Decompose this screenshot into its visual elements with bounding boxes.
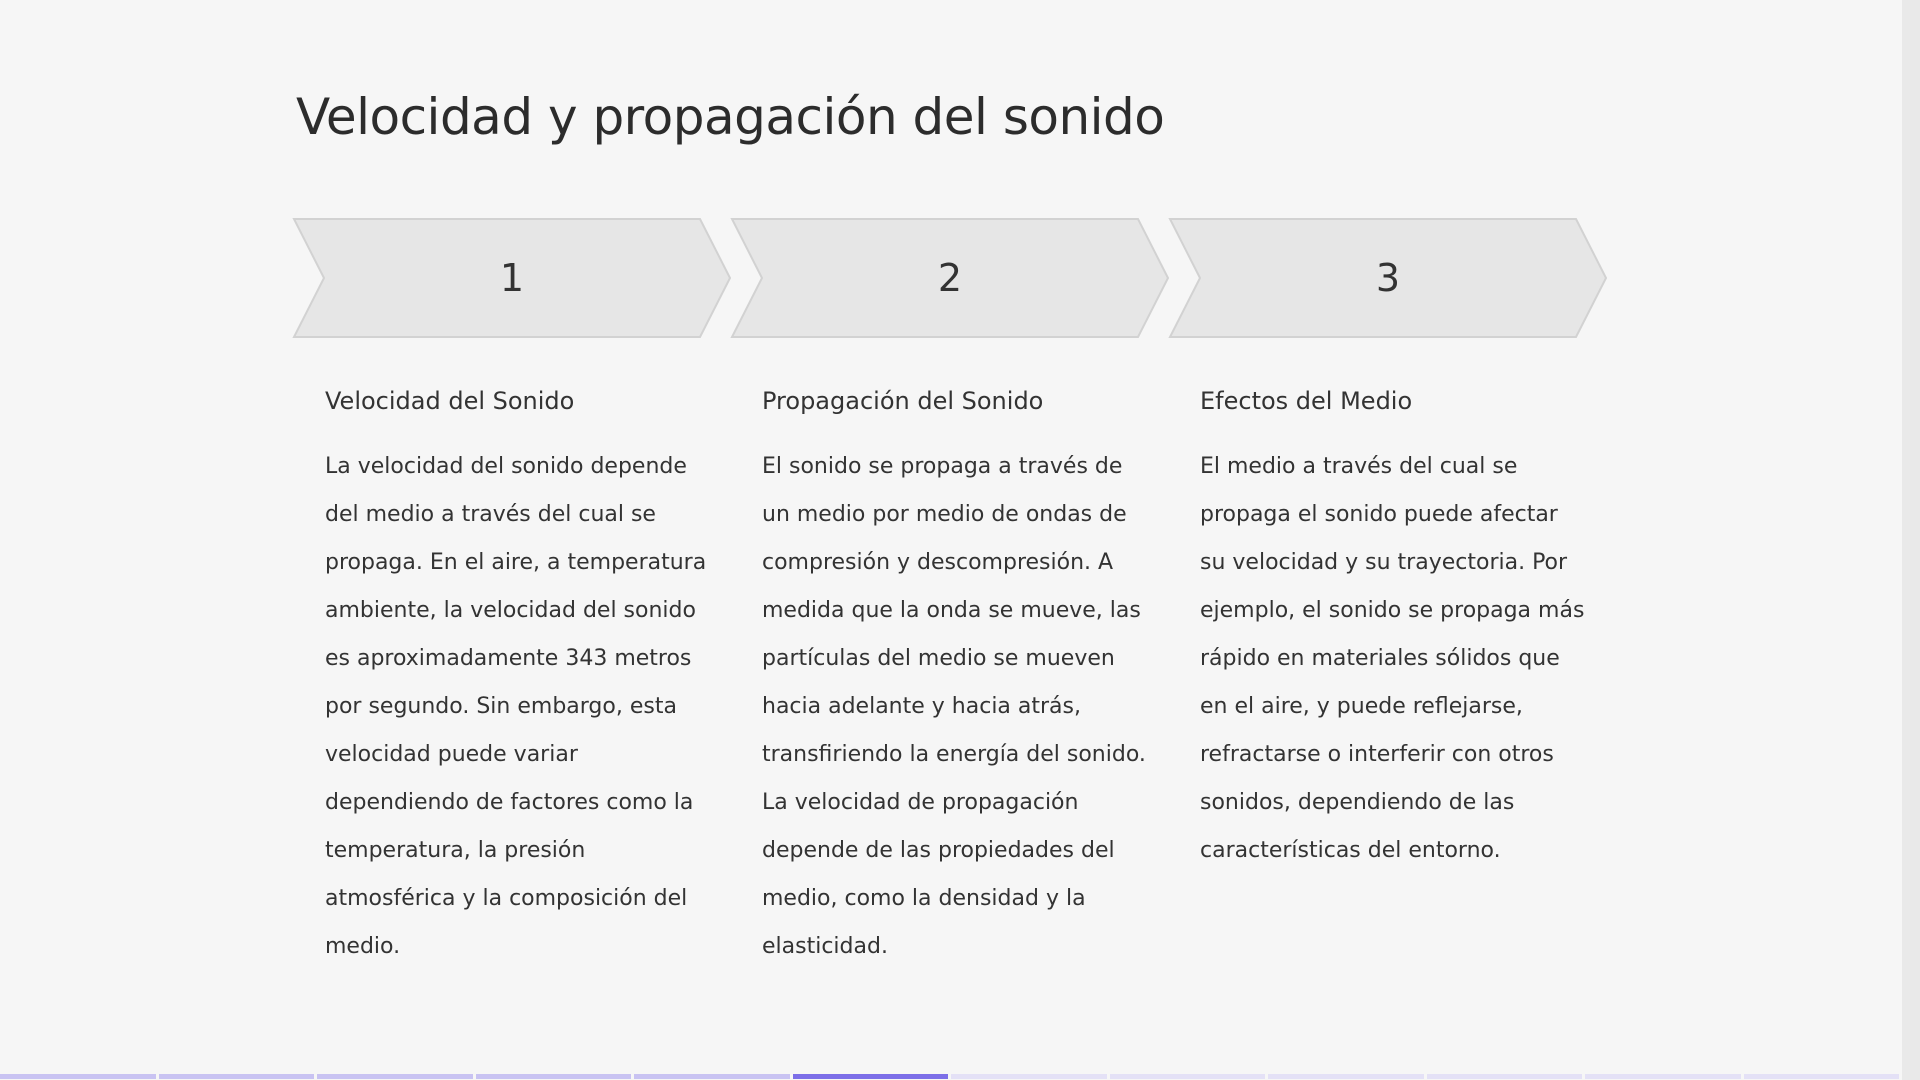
step-3-content	[1200, 381, 1585, 875]
window-right-edge	[1902, 0, 1920, 1080]
step-3-chevron	[1168, 217, 1608, 339]
step-2-content	[762, 381, 1147, 971]
progress-segment-1[interactable]	[0, 1074, 159, 1079]
step-1-text: La velocidad del sonido depende del medio a través del cual se propaga. En el aire, a temperatura ambiente, la velocidad del sonido es aproximadamente 343 metros por segundo. Sin embargo, esta velocidad puede variar dependiendo de factores como la temperatura, la presión atmosférica y la composición del medio.	[325, 454, 707, 959]
step-2-chevron	[730, 217, 1170, 339]
step-1-heading: Velocidad del Sonido	[325, 387, 575, 415]
progress-segment-4[interactable]	[476, 1074, 635, 1079]
step-3-text: El medio a través del cual se propaga el sonido puede afectar su velocidad y su trayectoria. Por ejemplo, el sonido se propaga más rápido en materiales sólidos que en el aire, y puede reflejarse, refractarse o interferir con otros sonidos, dependiendo de las características del entorno.	[1200, 454, 1585, 863]
progress-segment-2[interactable]	[159, 1074, 318, 1079]
step-1-content	[325, 381, 710, 971]
progress-segment-12[interactable]	[1744, 1074, 1903, 1079]
progress-segment-7[interactable]	[951, 1074, 1110, 1079]
progress-segment-11[interactable]	[1585, 1074, 1744, 1079]
progress-segment-9[interactable]	[1268, 1074, 1427, 1079]
progress-segment-5[interactable]	[634, 1074, 793, 1079]
step-2-heading: Propagación del Sonido	[762, 387, 1044, 415]
progress-segment-3[interactable]	[317, 1074, 476, 1079]
slide-title: Velocidad y propagación del sonido	[296, 88, 1165, 146]
slide-progress-bar[interactable]	[0, 1072, 1902, 1080]
step-3-number: 3	[1375, 256, 1401, 300]
step-1-number: 1	[499, 256, 525, 300]
progress-segment-8[interactable]	[1110, 1074, 1269, 1079]
step-2-text: El sonido se propaga a través de un medio por medio de ondas de compresión y descompresión. A medida que la onda se mueve, las partículas del medio se mueven hacia adelante y hacia atrás, transfiriendo la energía del sonido. La velocidad de propagación depende de las propiedades del medio, como la densidad y la elasticidad.	[762, 454, 1146, 959]
step-2-number: 2	[937, 256, 963, 300]
progress-segment-10[interactable]	[1427, 1074, 1586, 1079]
progress-segment-6[interactable]	[793, 1074, 952, 1079]
step-1-chevron	[292, 217, 732, 339]
step-3-heading: Efectos del Medio	[1200, 387, 1413, 415]
